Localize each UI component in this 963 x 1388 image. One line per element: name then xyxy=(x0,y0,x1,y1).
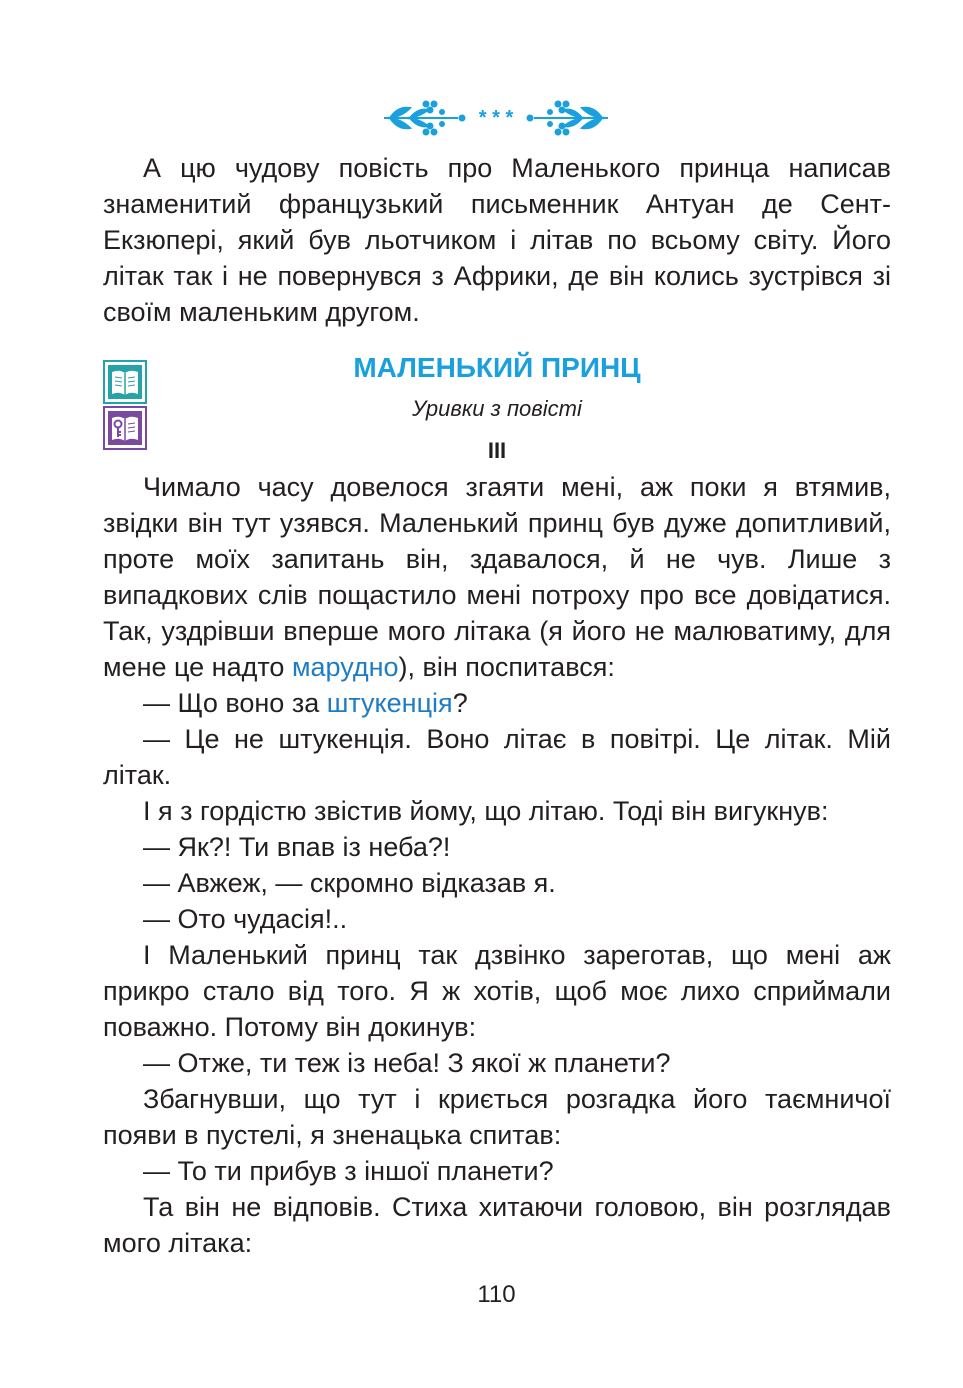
story-body xyxy=(103,469,891,1261)
dialog-line-1 xyxy=(103,685,891,721)
paragraph-2: І я з гордістю звістив йому, що літаю. Тоді він вигукнув: xyxy=(143,796,829,826)
glossary-word-marudno: марудно xyxy=(291,652,399,682)
dialog-line-2: — Це не штукенція. Воно літає в повітрі. Це літак. Мій літак. xyxy=(103,724,891,790)
chapter-number: III xyxy=(487,438,507,463)
dialog-line-3: — Як?! Ти впав із неба?! xyxy=(143,832,451,862)
story-subtitle: Уривки з повісті xyxy=(412,396,582,421)
dialog-line-4: — Авжеж, — скромно відказав я. xyxy=(143,868,556,898)
dialog-line-1-text: — Що воно за xyxy=(143,688,327,718)
paragraph-1-end: ), він поспитався: xyxy=(398,652,615,682)
paragraph-5: Та він не відповів. Стиха хитаючи головою, він розглядав мого літака: xyxy=(103,1192,891,1258)
dialog-line-1-end: ? xyxy=(452,688,468,718)
intro-paragraph: А цю чудову повість про Маленького принца написав знаменитий французький письменник Антуан де Сент-Екзюпері, який був льотчиком і літав по всьому світу. Його літак так і не повернувся з Африки, де він колись зустрівся зі своїм маленьким другом. xyxy=(103,153,891,327)
paragraph-1-text: Чимало часу довелося згаяти мені, аж поки я втямив, звідки він тут узявся. Маленький принц був дуже допитливий, проте моїх запитань він, здавалося, й не чув. Лише з випадкових слів пощастило мені потроху про все довідатися. Так, уздрівши вперше мого літака (я його не малюватиму, для мене це надто xyxy=(103,472,891,682)
dialog-line-6: — Отже, ти теж із неба! З якої ж планети? xyxy=(143,1048,671,1078)
dialog-line-5: — Ото чудасія!.. xyxy=(143,904,348,934)
paragraph-4: Збагнувши, що тут і криється розгадка його таємничої появи в пустелі, я зненацька спитав: xyxy=(103,1084,891,1150)
paragraph-1 xyxy=(103,469,891,685)
intro-section xyxy=(103,150,891,330)
story-title: МАЛЕНЬКИЙ ПРИНЦ xyxy=(353,352,641,383)
paragraph-3: І Маленький принц так дзвінко зареготав, що мені аж прикро стало від того. Я ж хотів, щоб моє лихо сприймали поважно. Потому він докинув: xyxy=(103,940,891,1042)
page-number: 110 xyxy=(477,1281,516,1308)
dialog-line-7: — То ти прибув з іншої планети? xyxy=(143,1156,554,1186)
glossary-word-shtukentsiia: штукенція xyxy=(326,688,453,718)
separator-stars: * * * xyxy=(478,107,514,129)
separator-ornament xyxy=(380,98,612,138)
